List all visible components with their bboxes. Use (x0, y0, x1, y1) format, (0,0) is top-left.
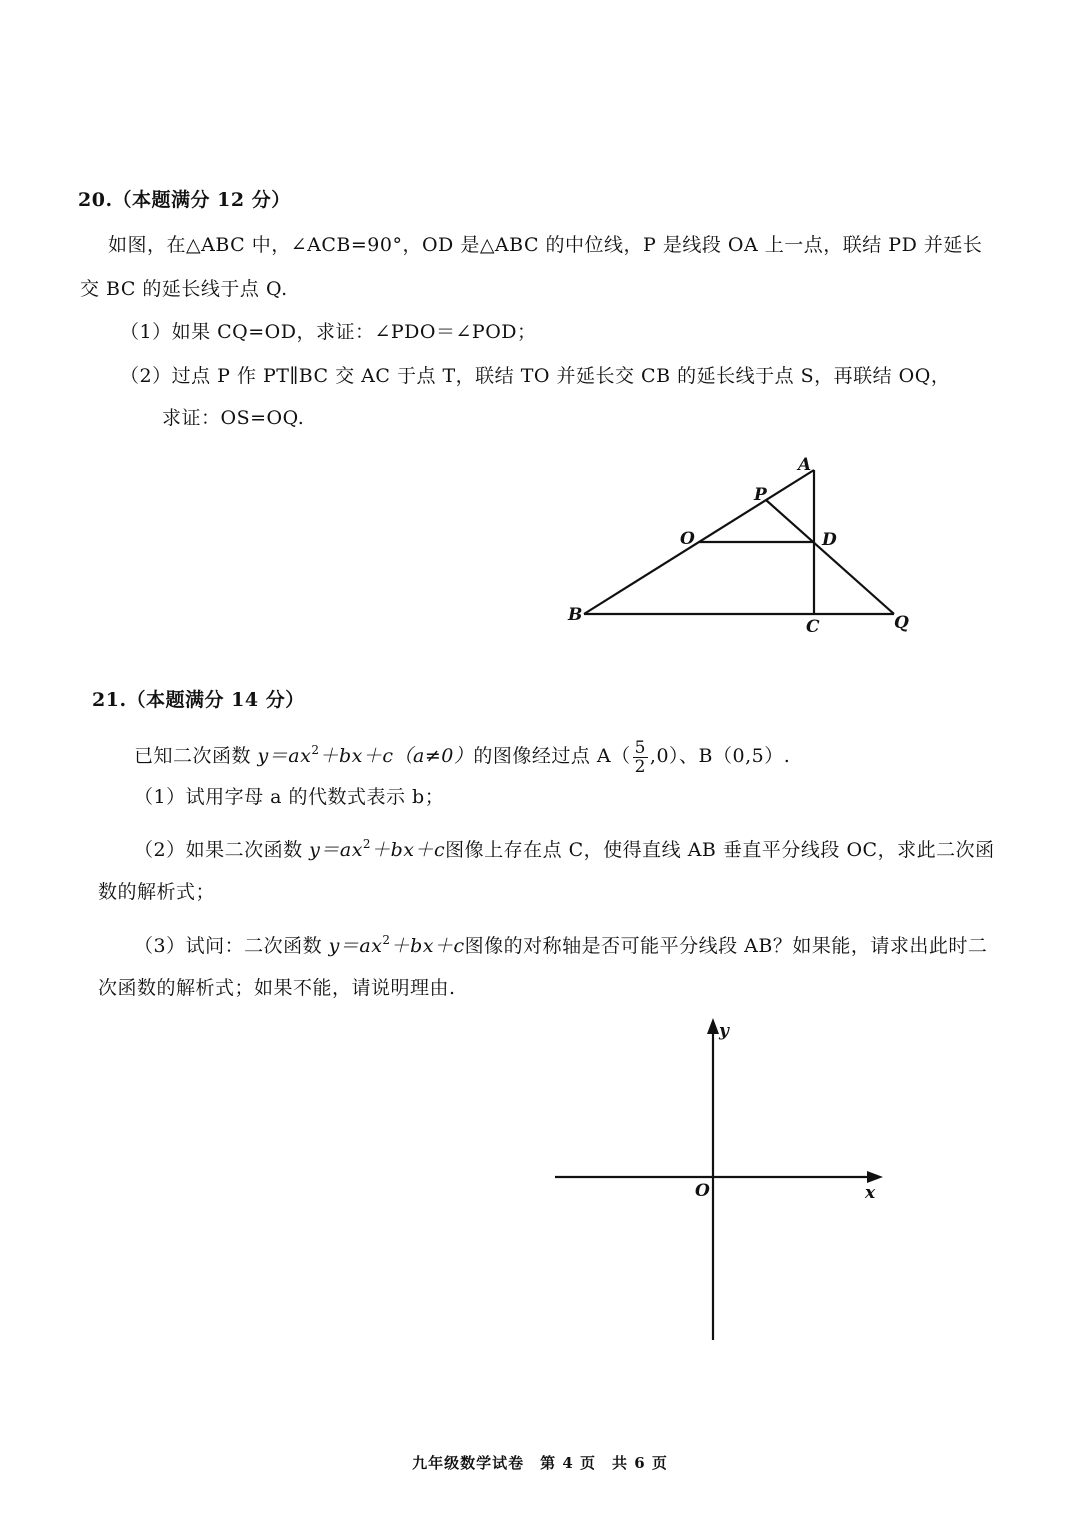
y-axis-arrow (707, 1018, 719, 1034)
fraction-numerator: 5 (634, 737, 646, 758)
label-C: C (806, 617, 820, 637)
q21-part2-line2: 数的解析式； (98, 881, 216, 903)
q21-statement (134, 733, 790, 776)
q21-part1: （1）试用字母 a 的代数式表示 b； (134, 786, 445, 808)
function-exponent: 2 (362, 837, 372, 851)
q21-intro-mid: 的图像经过点 A（ (473, 745, 631, 767)
q21-intro-post: ,0）、B（0,5）. (649, 745, 791, 767)
label-A: A (798, 455, 812, 475)
q20-statement-line2: 交 BC 的延长线于点 Q. (80, 278, 288, 300)
function-bx-c: ＋bx＋c (390, 935, 465, 957)
q21-part3-line2: 次函数的解析式；如果不能，请说明理由. (98, 977, 456, 999)
q21-part3-post: 图像的对称轴是否可能平分线段 AB？如果能，请求出此时二 (464, 935, 988, 957)
q21-part2-post: 图像上存在点 C，使得直线 AB 垂直平分线段 OC，求此二次函 (445, 839, 995, 861)
x-axis-arrow (867, 1171, 883, 1183)
q20-part2-line2: 求证：OS=OQ. (162, 407, 305, 429)
q20-heading: 20.（本题满分 12 分） (78, 189, 291, 211)
q21-part3-line1 (134, 928, 987, 958)
q20-triangle-figure (560, 450, 920, 640)
function-exponent: 2 (311, 743, 320, 757)
fraction-five-halves (633, 739, 648, 776)
label-B: B (568, 605, 583, 625)
q21-coordinate-axes (545, 1010, 895, 1350)
q21-part3-pre: （3）试问：二次函数 (134, 935, 329, 957)
function-exponent: 2 (382, 933, 391, 947)
origin-label: O (695, 1181, 710, 1201)
function-bx-c: ＋bx＋c (371, 839, 446, 861)
segment-PQ (766, 500, 894, 614)
q21-heading: 21.（本题满分 14 分） (92, 689, 305, 711)
function-rest: ＋bx＋c（a≠0） (319, 745, 474, 767)
page-footer: 九年级数学试卷 第 4 页 共 6 页 (412, 1454, 668, 1472)
x-axis-label: x (865, 1183, 876, 1203)
label-D: D (822, 530, 837, 550)
label-P: P (754, 485, 767, 505)
label-O: O (680, 529, 695, 549)
function-y-ax: y＝ax (328, 935, 383, 957)
q21-intro-pre: 已知二次函数 (134, 745, 258, 767)
function-y-ax: y＝ax (309, 839, 363, 861)
fraction-denominator: 2 (634, 756, 646, 777)
y-axis-label: y (719, 1021, 729, 1041)
q21-part2-pre: （2）如果二次函数 (134, 839, 310, 861)
function-y-ax: y＝ax (257, 745, 312, 767)
q20-part2-line1: （2）过点 P 作 PT∥BC 交 AC 于点 T，联结 TO 并延长交 CB 的延长线于点 S，再联结 OQ， (120, 365, 951, 387)
q20-part1: （1）如果 CQ=OD，求证：∠PDO＝∠POD； (120, 321, 537, 343)
q21-part2-line1 (134, 832, 995, 862)
label-Q: Q (894, 613, 909, 633)
q20-statement-line1: 如图，在△ABC 中，∠ACB=90°，OD 是△ABC 的中位线，P 是线段 OA 上一点，联结 PD 并延长 (108, 234, 983, 256)
